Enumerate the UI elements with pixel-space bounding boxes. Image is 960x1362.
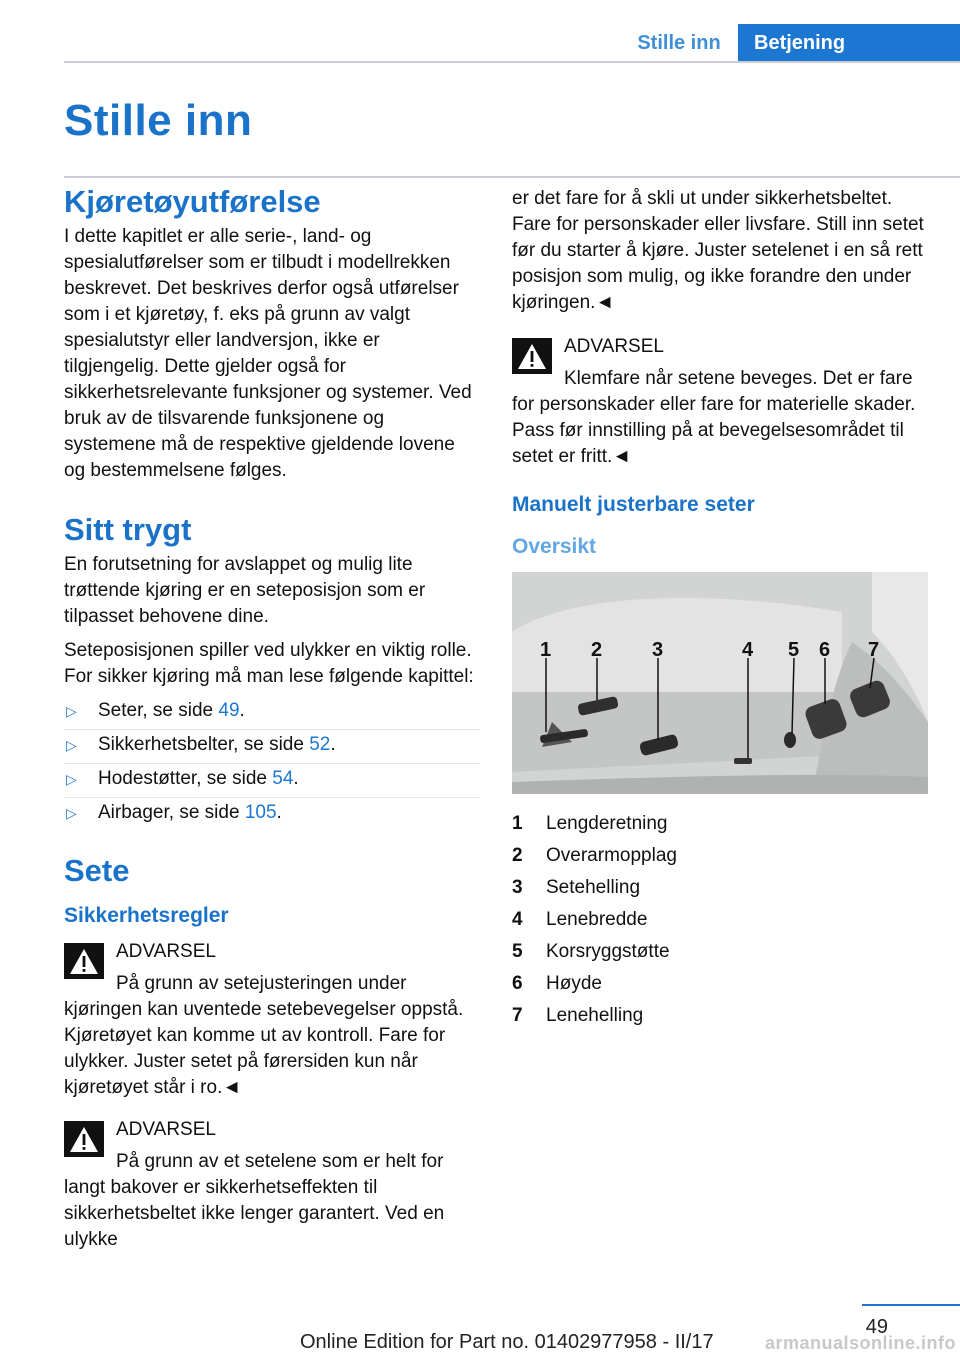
page-number: 49: [865, 1316, 888, 1338]
warning-icon: [512, 338, 552, 374]
triangle-bullet-icon: ▷: [66, 703, 77, 719]
warning-label: ADVARSEL: [116, 1119, 216, 1140]
warning-block: [64, 939, 480, 1101]
warning-icon: [64, 943, 104, 979]
triangle-bullet-icon: ▷: [66, 771, 77, 787]
triangle-bullet-icon: ▷: [66, 805, 77, 821]
warning-label: ADVARSEL: [564, 336, 664, 357]
list-item: ▷ Hodestøtter, se side 54.: [64, 766, 480, 798]
figure-label: 5: [788, 639, 800, 661]
figure-label: 6: [819, 639, 831, 661]
title-rule: [64, 176, 960, 178]
list-item: 6 Høyde: [512, 973, 602, 994]
watermark: armanualsonline.info: [764, 1333, 956, 1353]
list-item: ▷ Seter, se side 49.: [64, 698, 480, 730]
header-section-tab[interactable]: Stille inn: [637, 32, 721, 54]
list-item: 2 Overarmopplag: [512, 845, 677, 866]
warning-text: Klemfare når setene beveges. Det er fare for personskader eller fare for materielle skader. Pass før innstilling på at bevegelsesområdet til setet er fritt.◄: [512, 368, 916, 467]
page-link[interactable]: 54: [272, 768, 294, 789]
figure-label: 4: [742, 639, 754, 661]
list-item: ▷ Airbager, se side 105.: [64, 800, 480, 831]
sit-safely-p2: Seteposisjonen spiller ved ulykker en viktig rolle. For sikker kjøring må man lese følgende kapittel:: [64, 640, 474, 687]
header-rule: [64, 61, 960, 63]
warning-label: ADVARSEL: [116, 941, 216, 962]
list-item: ▷ Sikkerhetsbelter, se side 52.: [64, 732, 480, 764]
warning-block: [512, 334, 928, 470]
page-link[interactable]: 52: [309, 734, 331, 755]
list-item: 7 Lenehelling: [512, 1005, 644, 1026]
heading-sit-safely: Sitt trygt: [64, 512, 192, 547]
list-item: 4 Lenebredde: [512, 909, 648, 930]
triangle-bullet-icon: ▷: [66, 737, 77, 753]
heading-vehicle-variant: Kjøretøyutførelse: [64, 184, 321, 219]
heading-manual-seats: Manuelt justerbare seter: [512, 493, 755, 516]
warning-text: På grunn av et setelene som er helt for langt bakover er sikkerhetseffekten til sikkerhetsbeltet ikke lenger garantert. Ved en ulykke: [64, 1151, 445, 1250]
figure-label: 7: [868, 639, 880, 661]
warning-text-continued: er det fare for å skli ut under sikkerhetsbeltet. Fare for personskader eller livsfare. Still inn setet før du starter å kjøre. Juster setelenet i en så rett posisjon som mulig, og ikke forandre den under kjøringen.◄: [512, 188, 924, 313]
warning-text: På grunn av setejusteringen under kjøringen kan uventede setebevegelser oppstå. Kjøretøyet kan komme ut av kontroll. Fare for ulykker. Juster setet på førersiden kun når kjøretøyet står i ro.◄: [64, 973, 464, 1098]
footer-rule: [862, 1304, 960, 1306]
heading-seat: Sete: [64, 853, 130, 888]
heading-safety-rules: Sikkerhetsregler: [64, 904, 229, 927]
page-link[interactable]: 105: [244, 802, 277, 823]
edition-note: Online Edition for Part no. 01402977958 - II/17: [300, 1331, 714, 1353]
page-link[interactable]: 49: [218, 700, 240, 721]
list-item: 3 Setehelling: [512, 877, 641, 898]
page-title: Stille inn: [64, 96, 253, 145]
sit-safely-p1: En forutsetning for avslappet og mulig lite trøttende kjøring er en seteposisjon som er tilpasset behovene dine.: [64, 554, 426, 627]
left-column: [64, 182, 480, 1263]
figure-label: 2: [591, 639, 603, 661]
heading-overview: Oversikt: [512, 535, 597, 558]
warning-icon: [64, 1121, 104, 1157]
header-chapter-tab[interactable]: Betjening: [738, 24, 960, 62]
vehicle-variant-text: I dette kapitlet er alle serie-, land- og spesialutførelser som er tilbudt i modellrekken beskrevet. Det beskrives derfor også utførelser som i et kjøretøy, f. eks på grunn av valgt spesialutstyr eller landversjon, ikke er tilgjengelig. Dette gjelder også for sikkerhetsrelevante funksjoner og systemer. Ved bruk av de tilsvarende funksjonene og systemene må de respektive gjeldende lovene og bestemmelsene følges.: [64, 226, 472, 481]
figure-label: 3: [652, 639, 664, 661]
chapter-reference-list: [64, 698, 480, 831]
right-column: [512, 186, 928, 1032]
seat-controls-illustration: [512, 572, 928, 794]
warning-block: [64, 1117, 480, 1253]
list-item: 1 Lengderetning: [512, 813, 668, 834]
list-item: 5 Korsryggstøtte: [512, 941, 670, 962]
figure-label: 1: [540, 639, 552, 661]
figure-legend: [512, 808, 928, 1032]
